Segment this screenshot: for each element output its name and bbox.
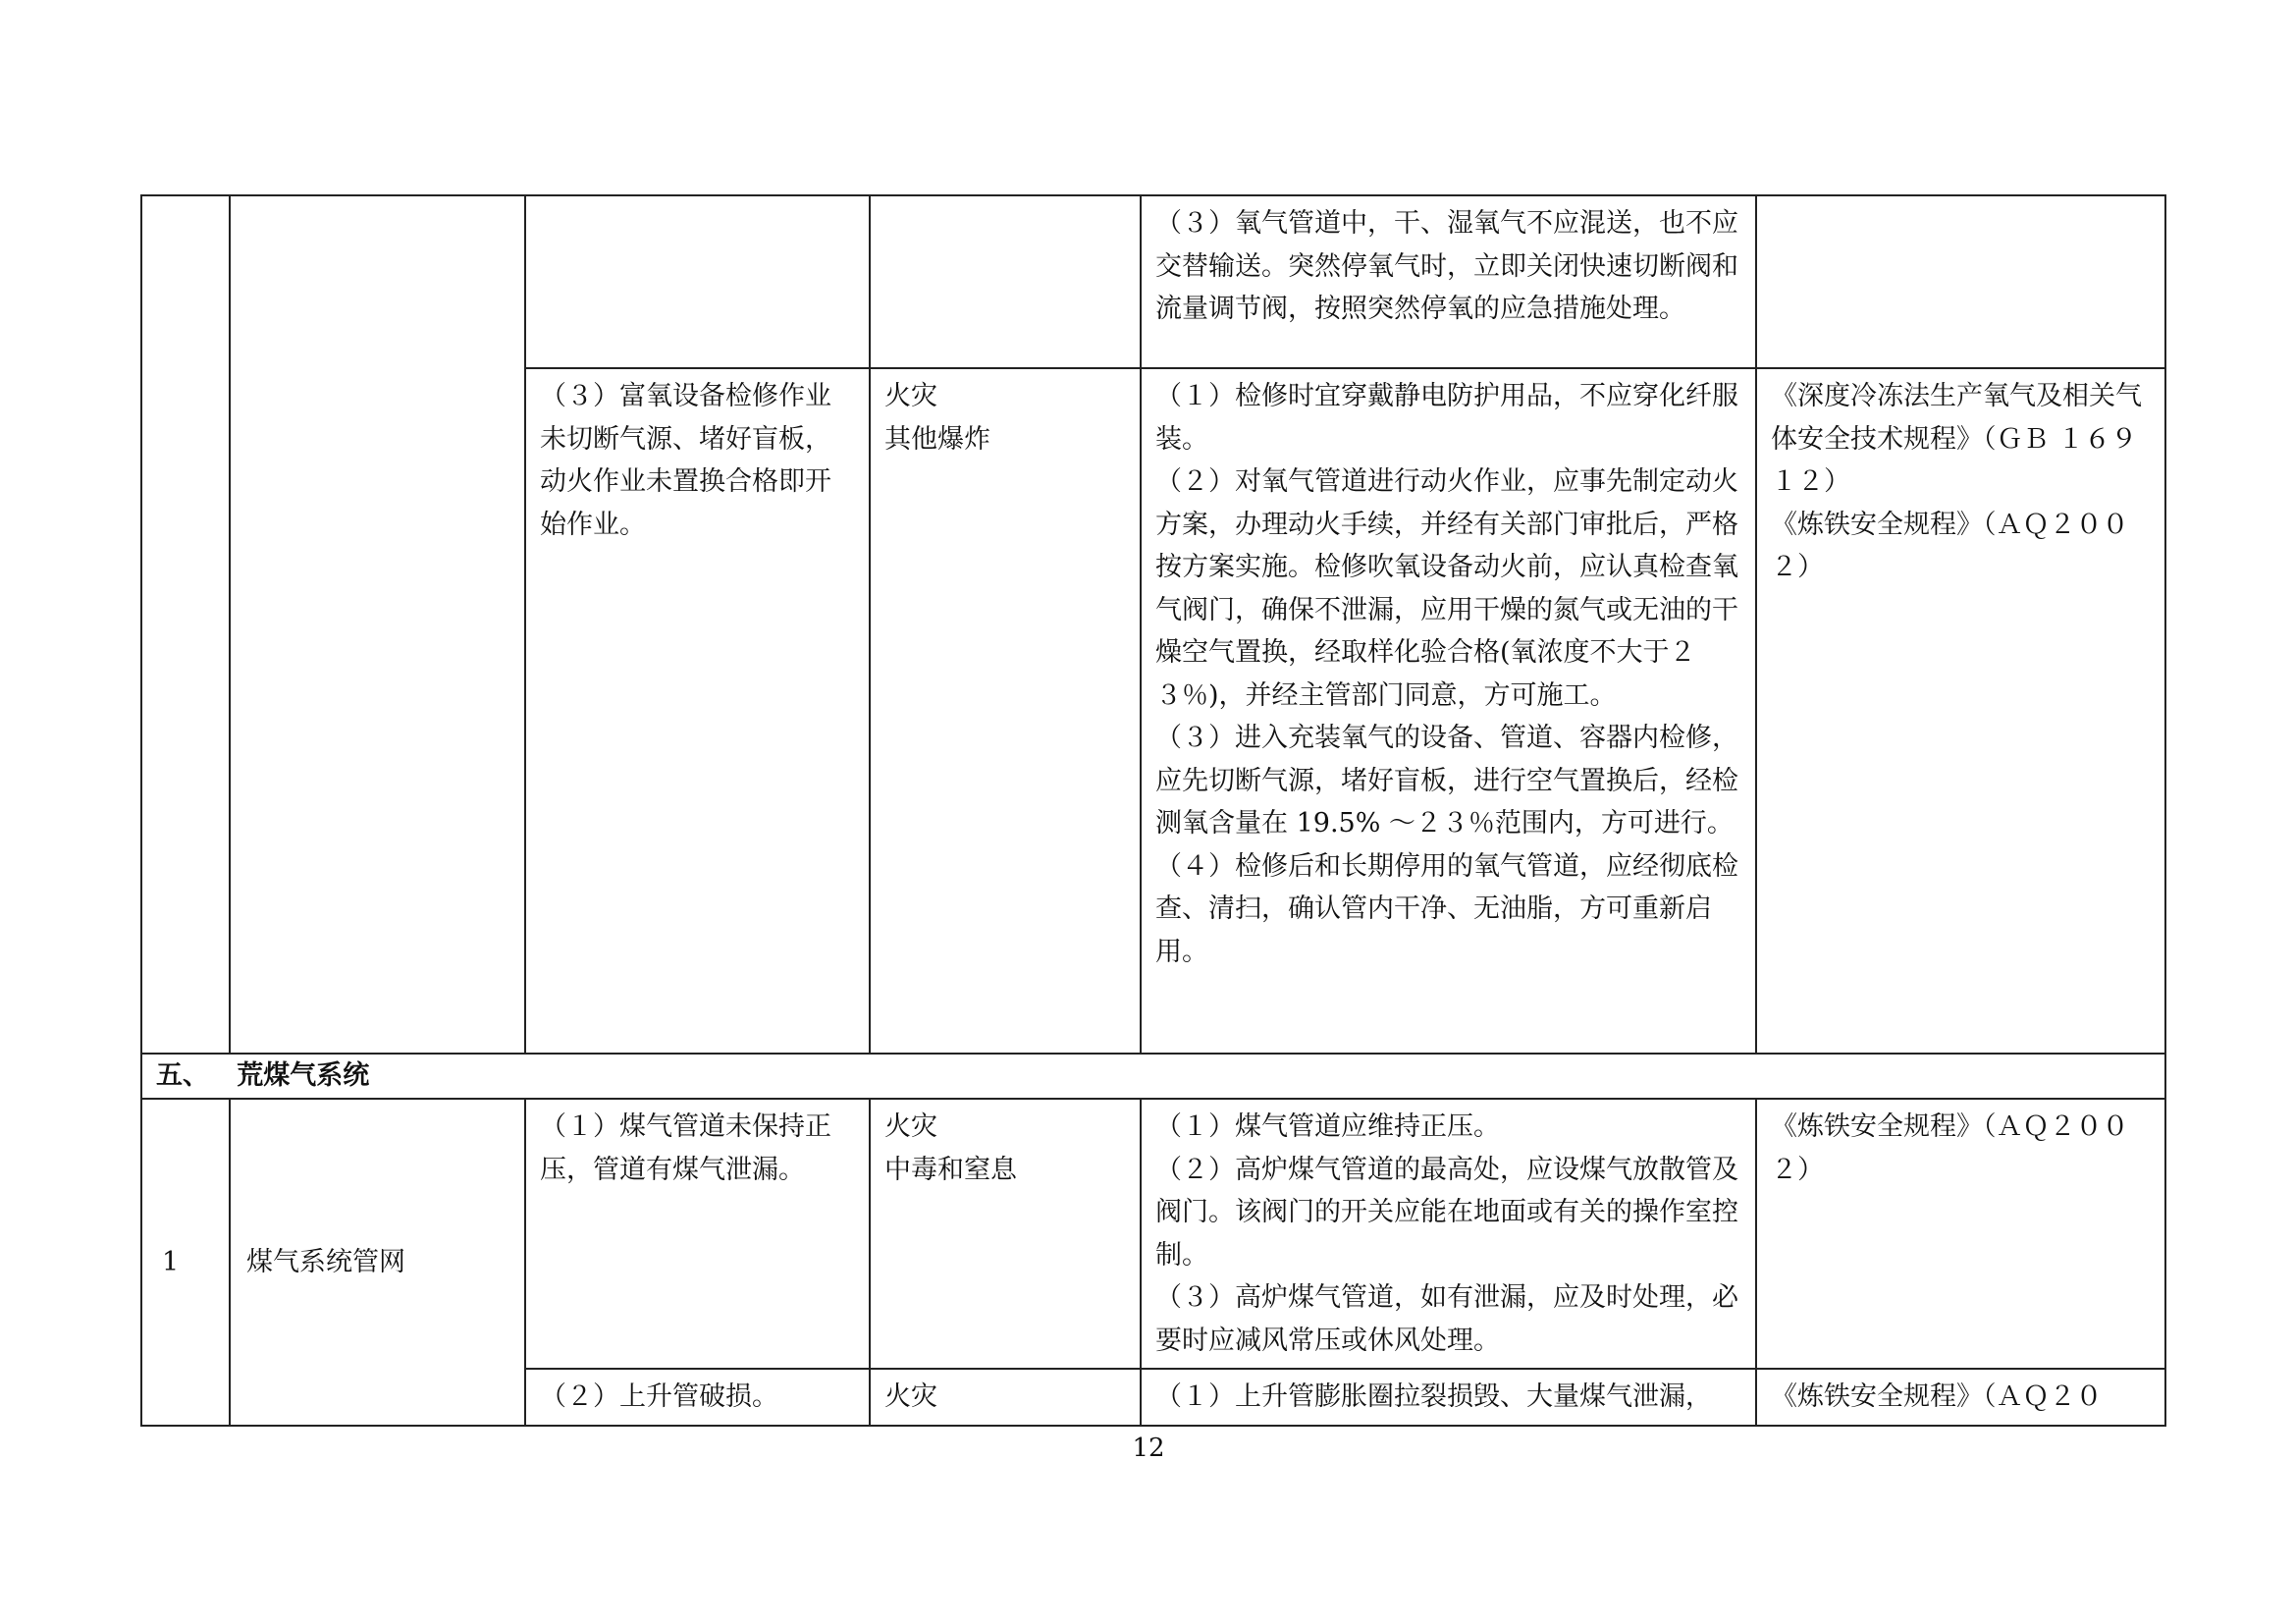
measure-text: （１）上升管膨胀圈拉裂损毁、大量煤气泄漏， — [1155, 1381, 1712, 1412]
hazard-table-container — [140, 194, 2164, 1427]
basis-text: 《炼铁安全规程》（ＡＱ２００２） — [1771, 509, 2129, 582]
system-cell — [230, 195, 525, 1054]
measure-text: （２）高炉煤气管道的最高处，应设煤气放散管及阀门。该阀门的开关应能在地面或有关的操作室控制。 — [1155, 1154, 1738, 1271]
section-row — [141, 1054, 2165, 1099]
basis-text: 《炼铁安全规程》（ＡＱ２００２） — [1771, 1111, 2129, 1185]
measures-cell — [1141, 1369, 1756, 1426]
basis-cell — [1756, 1369, 2165, 1426]
accident-type: 火灾 — [884, 1111, 937, 1142]
section-heading — [141, 1054, 2165, 1099]
measures-cell — [1141, 368, 1756, 1054]
hazard-cell — [525, 368, 870, 1054]
section-number: 五、 — [156, 1060, 209, 1091]
index-cell: 1 — [141, 1099, 230, 1426]
measure-text: （３）进入充装氧气的设备、管道、容器内检修，应先切断气源，堵好盲板，进行空气置换后，经检测氧含量在 19.5% ～２３％范围内，方可进行。 — [1155, 723, 1738, 839]
index-cell — [141, 195, 230, 1054]
page-number: 12 — [1132, 1434, 1165, 1463]
accident-cell — [870, 1369, 1141, 1426]
hazard-cell — [525, 195, 870, 368]
accident-type: 火灾 — [884, 1381, 937, 1412]
measures-cell — [1141, 1099, 1756, 1369]
accident-type: 中毒和窒息 — [884, 1154, 1017, 1185]
measure-text: （１）煤气管道应维持正压。 — [1155, 1111, 1500, 1142]
measure-text: （１）检修时宜穿戴静电防护用品，不应穿化纤服装。 — [1155, 381, 1738, 455]
table-row — [141, 1099, 2165, 1369]
hazard-text: （２）上升管破损。 — [540, 1381, 778, 1412]
measures-cell — [1141, 195, 1756, 368]
accident-cell — [870, 195, 1141, 368]
measure-text: （３）高炉煤气管道，如有泄漏，应及时处理，必要时应减风常压或休风处理。 — [1155, 1282, 1738, 1356]
accident-type: 其他爆炸 — [884, 423, 990, 455]
measure-text: （２）对氧气管道进行动火作业，应事先制定动火方案，办理动火手续，并经有关部门审批后，严格按方案实施。检修吹氧设备动火前，应认真检查氧气阀门，确保不泄漏，应用干燥的氮气或无油的干燥空气置换，经取样化验合格(氧浓度不大于２３％)，并经主管部门同意，方可施工。 — [1155, 466, 1738, 711]
accident-type: 火灾 — [884, 381, 937, 411]
section-title: 荒煤气系统 — [237, 1060, 370, 1091]
hazard-cell — [525, 1099, 870, 1369]
accident-cell — [870, 1099, 1141, 1369]
hazard-text: （１）煤气管道未保持正压，管道有煤气泄漏。 — [540, 1111, 831, 1185]
hazard-table — [140, 194, 2166, 1427]
accident-cell — [870, 368, 1141, 1054]
system-cell: 煤气系统管网 — [230, 1099, 525, 1426]
table-row — [141, 195, 2165, 368]
measure-text: （３）氧气管道中，干、湿氧气不应混送，也不应交替输送。突然停氧气时，立即关闭快速切断阀和流量调节阀，按照突然停氧的应急措施处理。 — [1155, 208, 1738, 324]
hazard-text: （３）富氧设备检修作业未切断气源、堵好盲板，动火作业未置换合格即开始作业。 — [540, 381, 831, 540]
basis-text: 《炼铁安全规程》（ＡＱ２０ — [1771, 1381, 2103, 1412]
basis-text: 《深度冷冻法生产氧气及相关气体安全技术规程》（ＧＢ １６９１２） — [1771, 381, 2142, 497]
basis-cell — [1756, 368, 2165, 1054]
hazard-cell — [525, 1369, 870, 1426]
basis-cell — [1756, 1099, 2165, 1369]
basis-cell — [1756, 195, 2165, 368]
measure-text: （４）检修后和长期停用的氧气管道，应经彻底检查、清扫，确认管内干净、无油脂，方可重新启用。 — [1155, 850, 1738, 967]
